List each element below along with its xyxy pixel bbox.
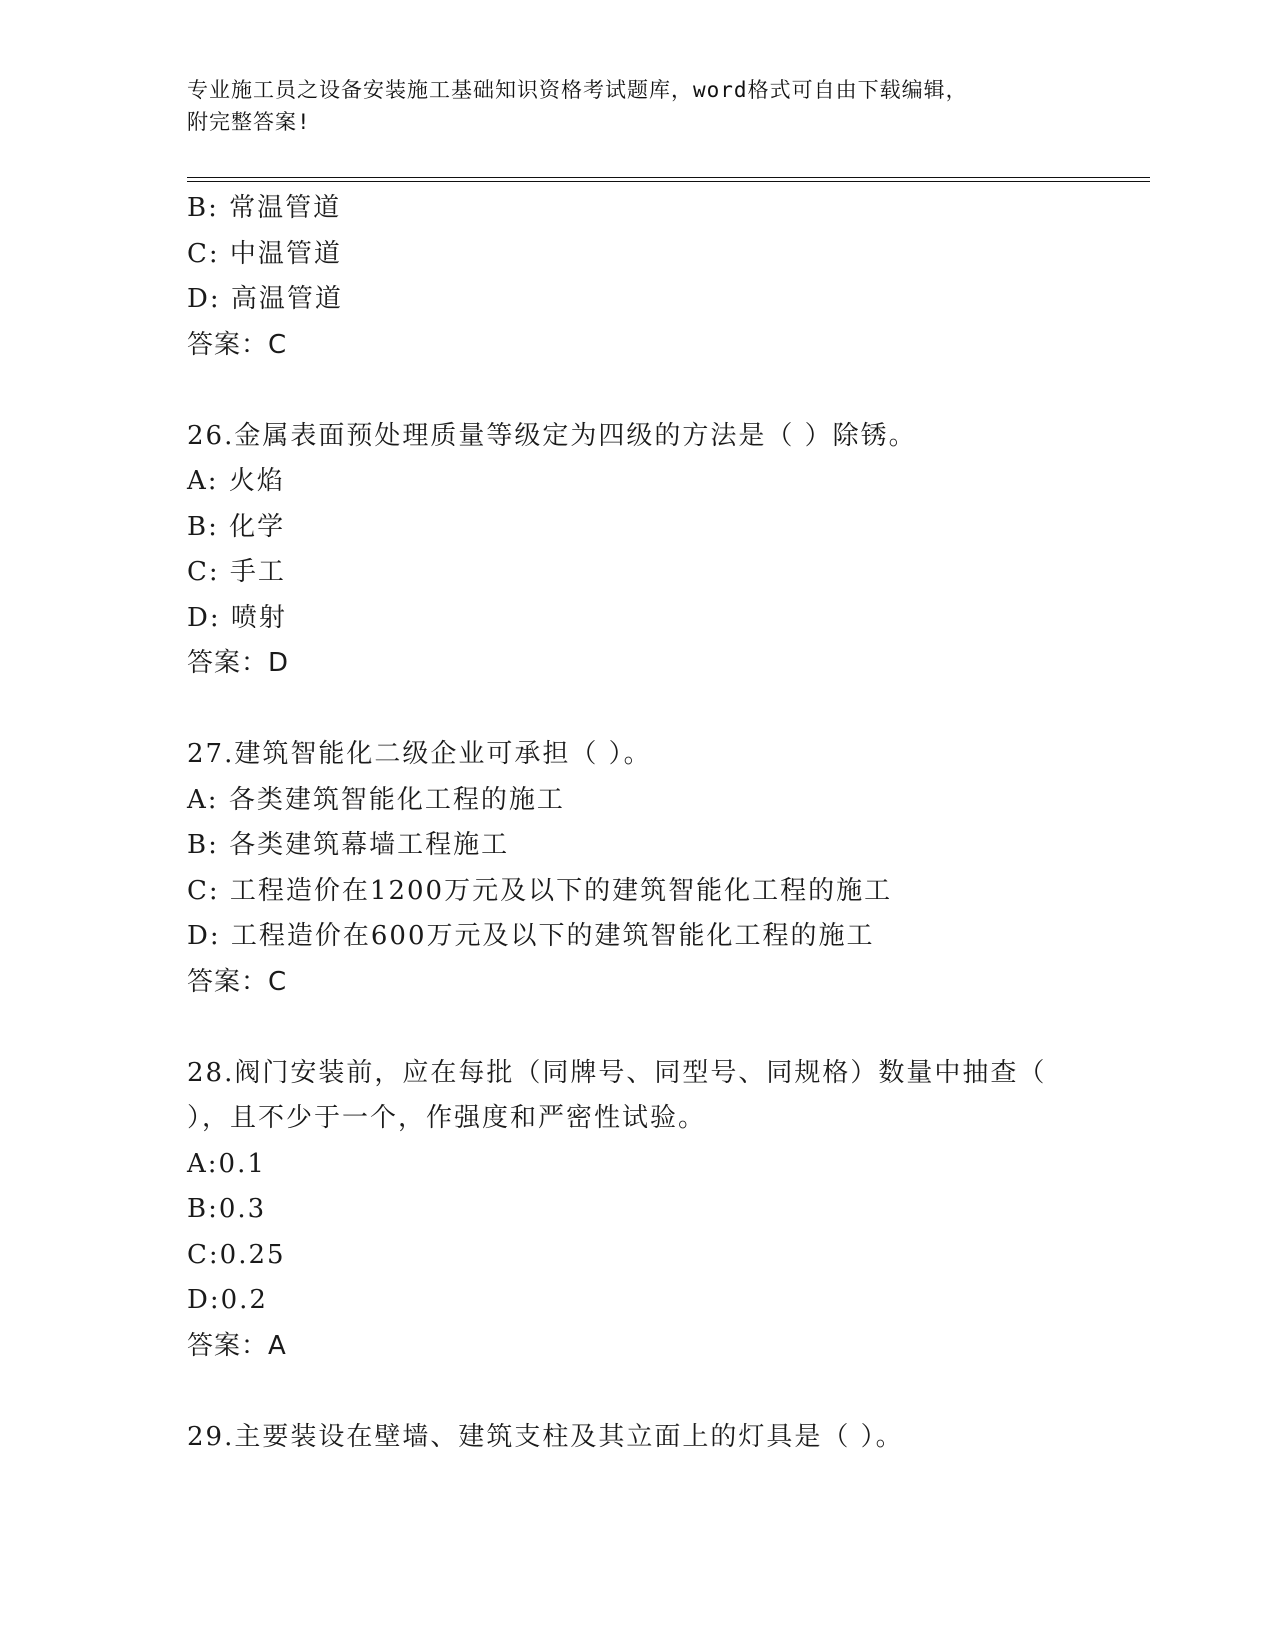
option-b bbox=[187, 823, 1147, 869]
option-text: 手工 bbox=[229, 557, 286, 587]
option-c bbox=[187, 869, 1147, 915]
option-letter: C: bbox=[187, 1239, 220, 1270]
question-text: 29.主要装设在壁墙、建筑支柱及其立面上的灯具是（ ）。 bbox=[187, 1421, 904, 1452]
option-text: 化学 bbox=[229, 511, 286, 542]
option-c bbox=[187, 550, 1147, 596]
answer: 答案：A bbox=[187, 1330, 287, 1361]
answer: 答案：C bbox=[187, 329, 288, 360]
option-text: 0.25 bbox=[219, 1239, 286, 1270]
question-text: 27.建筑智能化二级企业可承担（ ）。 bbox=[187, 739, 652, 769]
option-text: 0.1 bbox=[218, 1148, 266, 1179]
option-b bbox=[187, 186, 1147, 232]
option-text: 工程造价在600万元及以下的建筑智能化工程的施工 bbox=[230, 921, 875, 951]
option-text: 喷射 bbox=[230, 602, 287, 633]
option-c bbox=[187, 232, 1147, 278]
option-c bbox=[187, 1233, 1147, 1279]
option-text: 高温管道 bbox=[230, 284, 343, 314]
option-letter: A: bbox=[187, 784, 219, 815]
option-letter: D: bbox=[187, 602, 221, 633]
question-list bbox=[187, 186, 1147, 1460]
option-letter: C: bbox=[187, 875, 220, 906]
option-text: 常温管道 bbox=[229, 193, 342, 223]
option-text: 中温管道 bbox=[229, 238, 342, 269]
option-letter: D: bbox=[187, 284, 221, 314]
header-line-1: 专业施工员之设备安装施工基础知识资格考试题库，word格式可自由下载编辑， bbox=[187, 78, 968, 102]
question-text-line-2: ），且不少于一个，作强度和严密性试验。 bbox=[187, 1103, 707, 1133]
option-d bbox=[187, 277, 1147, 323]
option-letter: A: bbox=[187, 466, 219, 496]
question-29 bbox=[187, 1415, 1147, 1461]
option-d bbox=[187, 1278, 1147, 1324]
option-d bbox=[187, 914, 1147, 960]
option-letter: D: bbox=[187, 1285, 221, 1315]
option-text: 各类建筑幕墙工程施工 bbox=[229, 830, 510, 860]
answer: 答案：C bbox=[187, 966, 288, 997]
option-letter: B: bbox=[187, 830, 219, 860]
option-text: 火焰 bbox=[228, 466, 285, 496]
document-page bbox=[187, 0, 1147, 1650]
option-letter: C: bbox=[187, 557, 220, 587]
question-25 bbox=[187, 186, 1147, 368]
option-letter: A: bbox=[187, 1148, 219, 1179]
option-text: 工程造价在1200万元及以下的建筑智能化工程的施工 bbox=[229, 875, 893, 906]
document-header bbox=[187, 74, 1067, 138]
option-d bbox=[187, 596, 1147, 642]
question-28 bbox=[187, 1051, 1147, 1370]
question-26 bbox=[187, 414, 1147, 687]
option-text: 0.2 bbox=[220, 1285, 268, 1315]
option-a bbox=[187, 778, 1147, 824]
answer: 答案：D bbox=[187, 648, 290, 678]
option-text: 各类建筑智能化工程的施工 bbox=[228, 784, 565, 815]
option-b bbox=[187, 1187, 1147, 1233]
option-letter: B: bbox=[187, 1194, 219, 1224]
option-a bbox=[187, 1142, 1147, 1188]
spacer bbox=[187, 368, 1147, 414]
option-letter: B: bbox=[187, 193, 219, 223]
option-a bbox=[187, 459, 1147, 505]
spacer bbox=[187, 687, 1147, 733]
option-letter: B: bbox=[187, 511, 219, 542]
option-b bbox=[187, 505, 1147, 551]
question-text-line-1: 28.阀门安装前，应在每批（同牌号、同型号、同规格）数量中抽查（ bbox=[187, 1057, 1047, 1088]
header-line-2: 附完整答案! bbox=[187, 110, 311, 134]
spacer bbox=[187, 1369, 1147, 1415]
header-double-rule bbox=[187, 177, 1150, 182]
question-text: 26.金属表面预处理质量等级定为四级的方法是（ ）除锈。 bbox=[187, 420, 917, 451]
question-27 bbox=[187, 732, 1147, 1005]
option-text: 0.3 bbox=[218, 1194, 267, 1224]
option-letter: D: bbox=[187, 921, 221, 951]
option-letter: C: bbox=[187, 238, 220, 269]
spacer bbox=[187, 1005, 1147, 1051]
